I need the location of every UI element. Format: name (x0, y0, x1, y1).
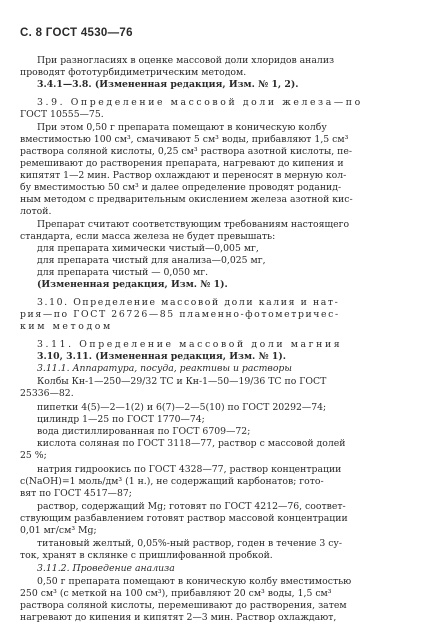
text-line: ток, хранят в склянке с пришлифованной пробкой. (20, 550, 273, 561)
text-line: 3.9. Определение массовой доли железа—по (37, 97, 363, 108)
page-header: С. 8 ГОСТ 4530—76 (20, 27, 133, 39)
text-line: 3.11.2. Проведение анализа (37, 563, 175, 574)
text-line: вместимостью 100 см³, смачивают 5 см³ воды, прибавляют 1,5 см³ (20, 134, 349, 145)
text-line: пипетки 4(5)—2—1(2) и 6(7)—2—5(10) по ГОСТ 20292—74; (37, 402, 327, 413)
text-line: ГОСТ 10555—75. (20, 109, 104, 120)
text-line: раствор, содержащий Mg; готовят по ГОСТ 4212—76, соответ- (37, 501, 346, 512)
text-line: 25336—82. (20, 388, 74, 399)
text-line: лотой. (20, 206, 52, 217)
text-line: бу вместимостью 50 см³ и далее определение проводят роданид- (20, 182, 342, 193)
text-line: кипятят 1—2 мин. Раствор охлаждают и переносят в мерную кол- (20, 170, 347, 181)
text-line: ным методом с предварительным окислением железа азотной кис- (20, 194, 353, 205)
text-line: ремешивают до растворения препарата, нагревают до кипения и (20, 158, 344, 169)
text-line: 3.10. Определение массовой доли калия и нат- (37, 297, 340, 308)
text-line: 3.11.1. Аппаратура, посуда, реактивы и растворы (37, 363, 292, 374)
text-line: раствора соляной кислоты, перемешивают до растворения, затем (20, 600, 347, 611)
text-line: 3.4.1—3.8. (Измененная редакция, Изм. № 1, 2). (37, 79, 299, 90)
text-line: проводят фототурбидиметрическим методом. (20, 67, 247, 78)
text-line: для препарата химически чистый—0,005 мг, (37, 243, 259, 254)
text-line: стандарта, если масса железа не будет превышать: (20, 231, 276, 242)
text-line: При разногласиях в оценке массовой доли хлоридов анализ (37, 55, 335, 66)
text-line: натрия гидроокись по ГОСТ 4328—77, раствор концентрации (37, 464, 342, 475)
text-line: При этом 0,50 г препарата помещают в коническую колбу (37, 122, 327, 133)
text-line: 3.10, 3.11. (Измененная редакция, Изм. № 1). (37, 351, 286, 362)
text-line: титановый желтый, 0,05%-ный раствор, годен в течение 3 су- (37, 538, 343, 549)
text-line: для препарата чистый для анализа—0,025 мг, (37, 255, 266, 266)
text-line: Препарат считают соответствующим требованиям настоящего (37, 219, 350, 230)
text-line: для препарата чистый — 0,050 мг. (37, 267, 209, 278)
text-line: Колбы Кн-1—250—29/32 ТС и Кн-1—50—19/36 ТС по ГОСТ (37, 376, 327, 387)
text-line: 3.11. Определение массовой доли магния (37, 339, 343, 350)
text-line: 250 см³ (с меткой на 100 см³), прибавляют 20 см³ воды, 1,5 см³ (20, 588, 332, 599)
text-line: 0,01 мг/см³ Mg; (20, 525, 97, 536)
text-line: 25 %; (20, 450, 47, 461)
text-line: рия—по ГОСТ 26726—85 пламенно-фотометричес- (20, 309, 340, 320)
text-line: цилиндр 1—25 по ГОСТ 1770—74; (37, 414, 205, 425)
text-line: раствора соляной кислоты, 0,25 см³ раствора азотной кислоты, пе- (20, 146, 353, 157)
text-line: c(NaOH)=1 моль/дм³ (1 н.), не содержащий карбонатов; гото- (20, 476, 324, 487)
text-line: нагревают до кипения и кипятят 2—3 мин. Раствор охлаждают, (20, 612, 337, 623)
text-line: вода дистиллированная по ГОСТ 6709—72; (37, 426, 251, 437)
text-line: ствующим разбавлением готовят раствор массовой концентрации (20, 513, 348, 524)
text-line: ким методом (20, 321, 113, 332)
text-line: кислота соляная по ГОСТ 3118—77, раствор с массовой долей (37, 438, 346, 449)
text-line: (Измененная редакция, Изм. № 1). (37, 279, 228, 290)
text-line: 0,50 г препарата помещают в коническую колбу вместимостью (37, 576, 352, 587)
text-line: вят по ГОСТ 4517—87; (20, 488, 132, 499)
